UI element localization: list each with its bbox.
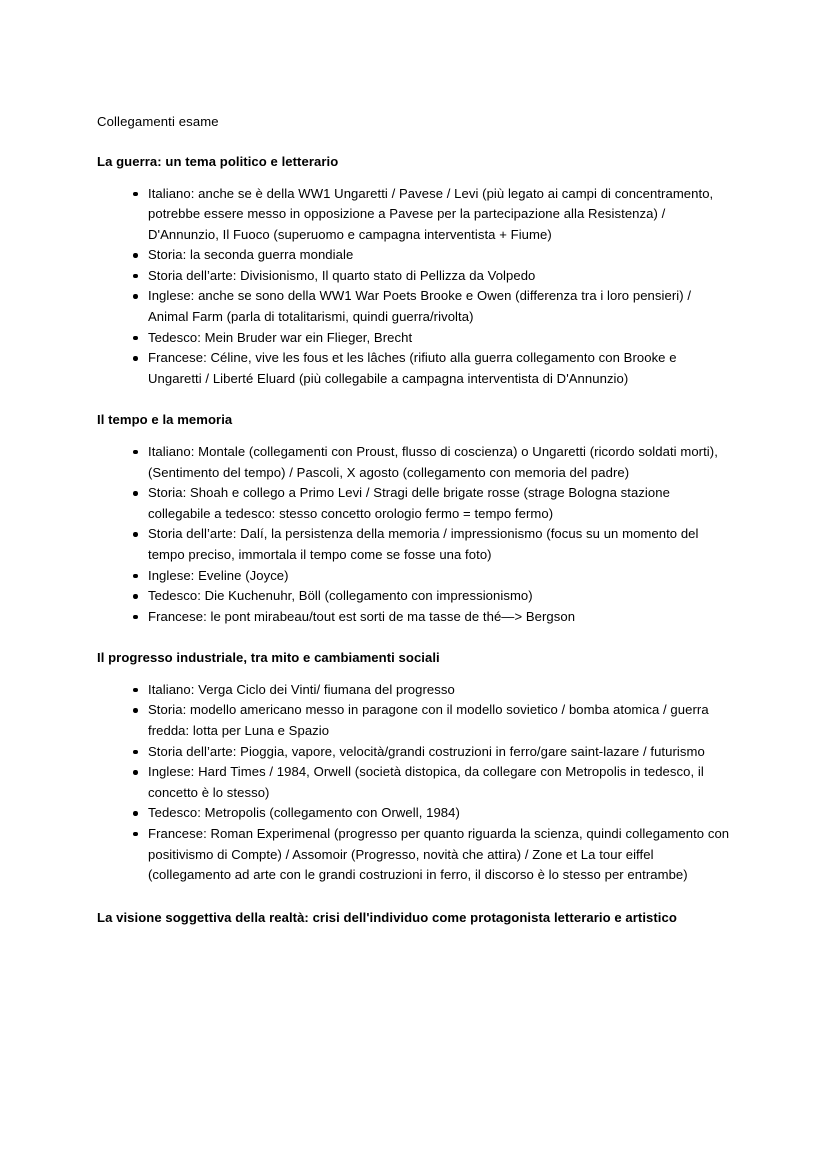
list-item xyxy=(97,348,730,389)
section-il-progresso-industriale xyxy=(97,648,730,885)
list-item-text: Francese: le pont mirabeau/tout est sorti de ma tasse de thé—> Bergson xyxy=(148,608,576,624)
closing-section-heading: La visione soggettiva della realtà: crisi dell'individuo come protagonista letterario e artistico xyxy=(97,909,677,925)
list-item-text: Tedesco: Mein Bruder war ein Flieger, Brecht xyxy=(148,329,413,345)
list-item-text: Francese: Céline, vive les fous et les lâches (rifiuto alla guerra collegamento con Brooke e Ungaretti / Liberté Eluard (più collegabile a campagna interventista di D'Annunzio) xyxy=(148,350,677,386)
list-item xyxy=(97,483,730,524)
section-heading: La guerra: un tema politico e letterario xyxy=(97,154,339,169)
document-title: Collegamenti esame xyxy=(97,114,219,129)
list-item-text: Tedesco: Metropolis (collegamento con Orwell, 1984) xyxy=(148,805,460,821)
list-item-text: Storia: Shoah e collego a Primo Levi / Stragi delle brigate rosse (strage Bologna stazione collegabile a tedesco: stesso concetto orologio fermo = tempo fermo) xyxy=(148,485,670,521)
list-item xyxy=(97,586,730,607)
list-item-text: Storia dell’arte: Pioggia, vapore, velocità/grandi costruzioni in ferro/gare saint-lazare / futurismo xyxy=(148,743,705,759)
list-item xyxy=(97,762,730,803)
list-item xyxy=(97,442,730,483)
list-item xyxy=(97,803,730,824)
bullet-list xyxy=(97,442,730,627)
list-item-text: Inglese: Hard Times / 1984, Orwell (società distopica, da collegare con Metropolis in tedesco, il concetto è lo stesso) xyxy=(148,764,704,800)
list-item xyxy=(97,824,730,886)
list-item xyxy=(97,245,730,266)
bullet-list xyxy=(97,184,730,390)
list-item xyxy=(97,184,730,246)
list-item-text: Italiano: Verga Ciclo dei Vinti/ fiumana del progresso xyxy=(148,681,455,697)
list-item-text: Francese: Roman Experimenal (progresso per quanto riguarda la scienza, quindi collegamento con positivismo di Compte) / Assomoir (Progresso, novità che attira) / Zone et La tour eiffel (collegamento ad arte con le grandi costruzioni in ferro, il discorso è lo stesso per entrambe) xyxy=(148,825,730,883)
list-item-text: Storia dell’arte: Divisionismo, Il quarto stato di Pellizza da Volpedo xyxy=(148,267,536,283)
list-item-text: Inglese: anche se sono della WW1 War Poets Brooke e Owen (differenza tra i loro pensieri) / Animal Farm (parla di totalitarismi, quindi guerra/rivolta) xyxy=(148,288,692,325)
list-item-text: Inglese: Eveline (Joyce) xyxy=(148,567,289,583)
list-item-text: Storia: modello americano messo in paragone con il modello sovietico / bomba atomica / guerra fredda: lotta per Luna e Spazio xyxy=(148,702,709,738)
list-item xyxy=(97,680,730,701)
section-heading: Il progresso industriale, tra mito e cambiamenti sociali xyxy=(97,650,440,666)
list-item xyxy=(97,566,730,587)
section-la-guerra xyxy=(97,152,730,389)
list-item-text: Storia dell’arte: Dalí, la persistenza della memoria / impressionismo (focus su un momento del tempo preciso, immortala il tempo come se fosse una foto) xyxy=(148,526,699,562)
list-item-text: Tedesco: Die Kuchenuhr, Böll (collegamento con impressionismo) xyxy=(148,588,533,604)
list-item xyxy=(97,700,730,741)
list-item-text: Storia: la seconda guerra mondiale xyxy=(148,247,354,263)
list-item-text: Italiano: anche se è della WW1 Ungaretti / Pavese / Levi (più legato ai campi di concentramento, potrebbe essere messo in opposizione a Pavese per la partecipazione alla Resistenza) / D'Annunzio, Il Fuoco (superuomo e campagna interventista + Fiume) xyxy=(148,185,714,242)
list-item xyxy=(97,286,730,327)
list-item xyxy=(97,266,730,287)
list-item xyxy=(97,524,730,565)
list-item xyxy=(97,607,730,628)
list-item-text: Italiano: Montale (collegamenti con Proust, flusso di coscienza) o Ungaretti (ricordo soldati morti), (Sentimento del tempo) / Pascoli, X agosto (collegamento con memoria del padre) xyxy=(148,443,718,480)
section-heading: Il tempo e la memoria xyxy=(97,412,233,428)
list-item xyxy=(97,742,730,763)
bullet-list xyxy=(97,680,730,886)
list-item xyxy=(97,328,730,349)
section-il-tempo-e-la-memoria xyxy=(97,410,730,627)
